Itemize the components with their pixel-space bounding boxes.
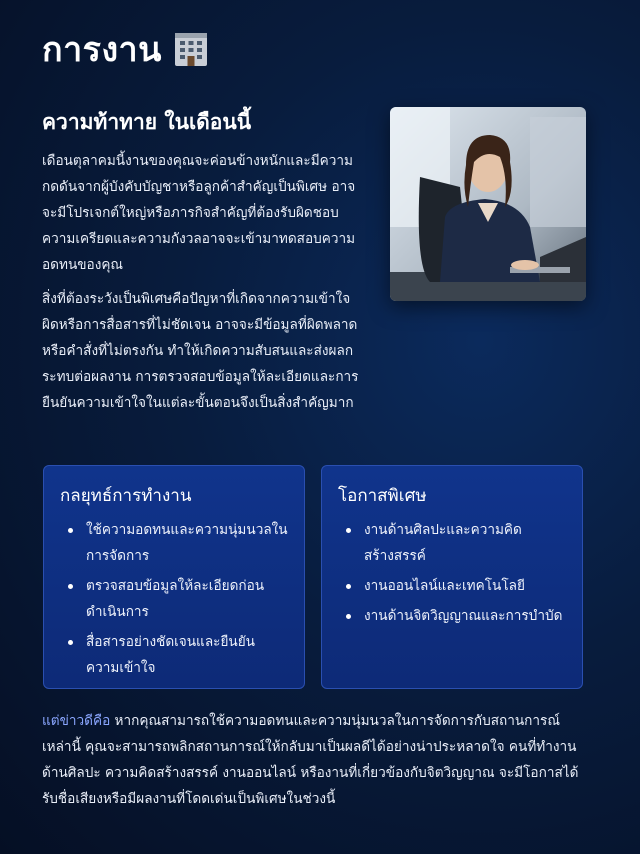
strategy-title: กลยุทธ์การทำงาน	[60, 486, 192, 506]
page-title	[42, 22, 210, 76]
list-item: งานออนไลน์และเทคโนโลยี	[338, 573, 566, 599]
opportunity-title: โอกาสพิเศษ	[338, 486, 427, 506]
list-item: ตรวจสอบข้อมูลให้ละเอียดก่อนดำเนินการ	[60, 573, 288, 625]
woman-working-laptop-photo	[390, 107, 586, 301]
opportunity-card	[321, 465, 583, 689]
office-building-icon	[172, 30, 210, 68]
list-item: ใช้ความอดทนและความนุ่มนวลในการจัดการ	[60, 517, 288, 569]
list-item: สื่อสารอย่างชัดเจนและยืนยันความเข้าใจ	[60, 629, 288, 681]
closing-text: หากคุณสามารถใช้ความอดทนและความนุ่มนวลในการจัดการกับสถานการณ์เหล่านี้ คุณจะสามารถพลิกสถานการณ์ให้กลับมาเป็นผลดีได้อย่างน่าประหลาดใจ คนที่ทำงานด้านศิลปะ ความคิดสร้างสรรค์ งานออนไลน์ หรืองานที่เกี่ยวข้องกับจิตวิญญาณ จะมีโอกาสได้รับชื่อเสียงหรือมีผลงานที่โดดเด่นเป็นพิเศษในช่วงนี้	[42, 713, 579, 807]
closing-paragraph	[42, 708, 582, 812]
page-title-text: การงาน	[42, 30, 162, 70]
strategy-card	[43, 465, 305, 689]
strategy-list	[60, 517, 288, 681]
list-item: งานด้านศิลปะและความคิดสร้างสรรค์	[338, 517, 566, 569]
good-news-highlight: แต่ข่าวดีคือ	[42, 713, 111, 729]
list-item: งานด้านจิตวิญญาณและการบำบัด	[338, 603, 566, 629]
opportunity-list	[338, 517, 566, 629]
challenge-paragraph-2: สิ่งที่ต้องระวังเป็นพิเศษคือปัญหาที่เกิดจากความเข้าใจผิดหรือการสื่อสารที่ไม่ชัดเจน อาจจะมีข้อมูลที่ผิดพลาดหรือคำสั่งที่ไม่ตรงกัน ทำให้เกิดความสับสนและส่งผลกระทบต่อผลงาน การตรวจสอบข้อมูลให้ละเอียดและการยืนยันความเข้าใจในแต่ละขั้นตอนจึงเป็นสิ่งสำคัญมาก	[42, 291, 359, 411]
section-heading: ความท้าทาย ในเดือนนี้	[42, 110, 252, 134]
challenge-paragraph-1: เดือนตุลาคมนี้งานของคุณจะค่อนข้างหนักและมีความกดดันจากผู้บังคับบัญชาหรือลูกค้าสำคัญเป็นพิเศษ อาจจะมีโปรเจกต์ใหญ่หรือภารกิจสำคัญที่ต้องรับผิดชอบ ความเครียดและความกังวลอาจจะเข้ามาทดสอบความอดทนของคุณ	[42, 153, 356, 273]
